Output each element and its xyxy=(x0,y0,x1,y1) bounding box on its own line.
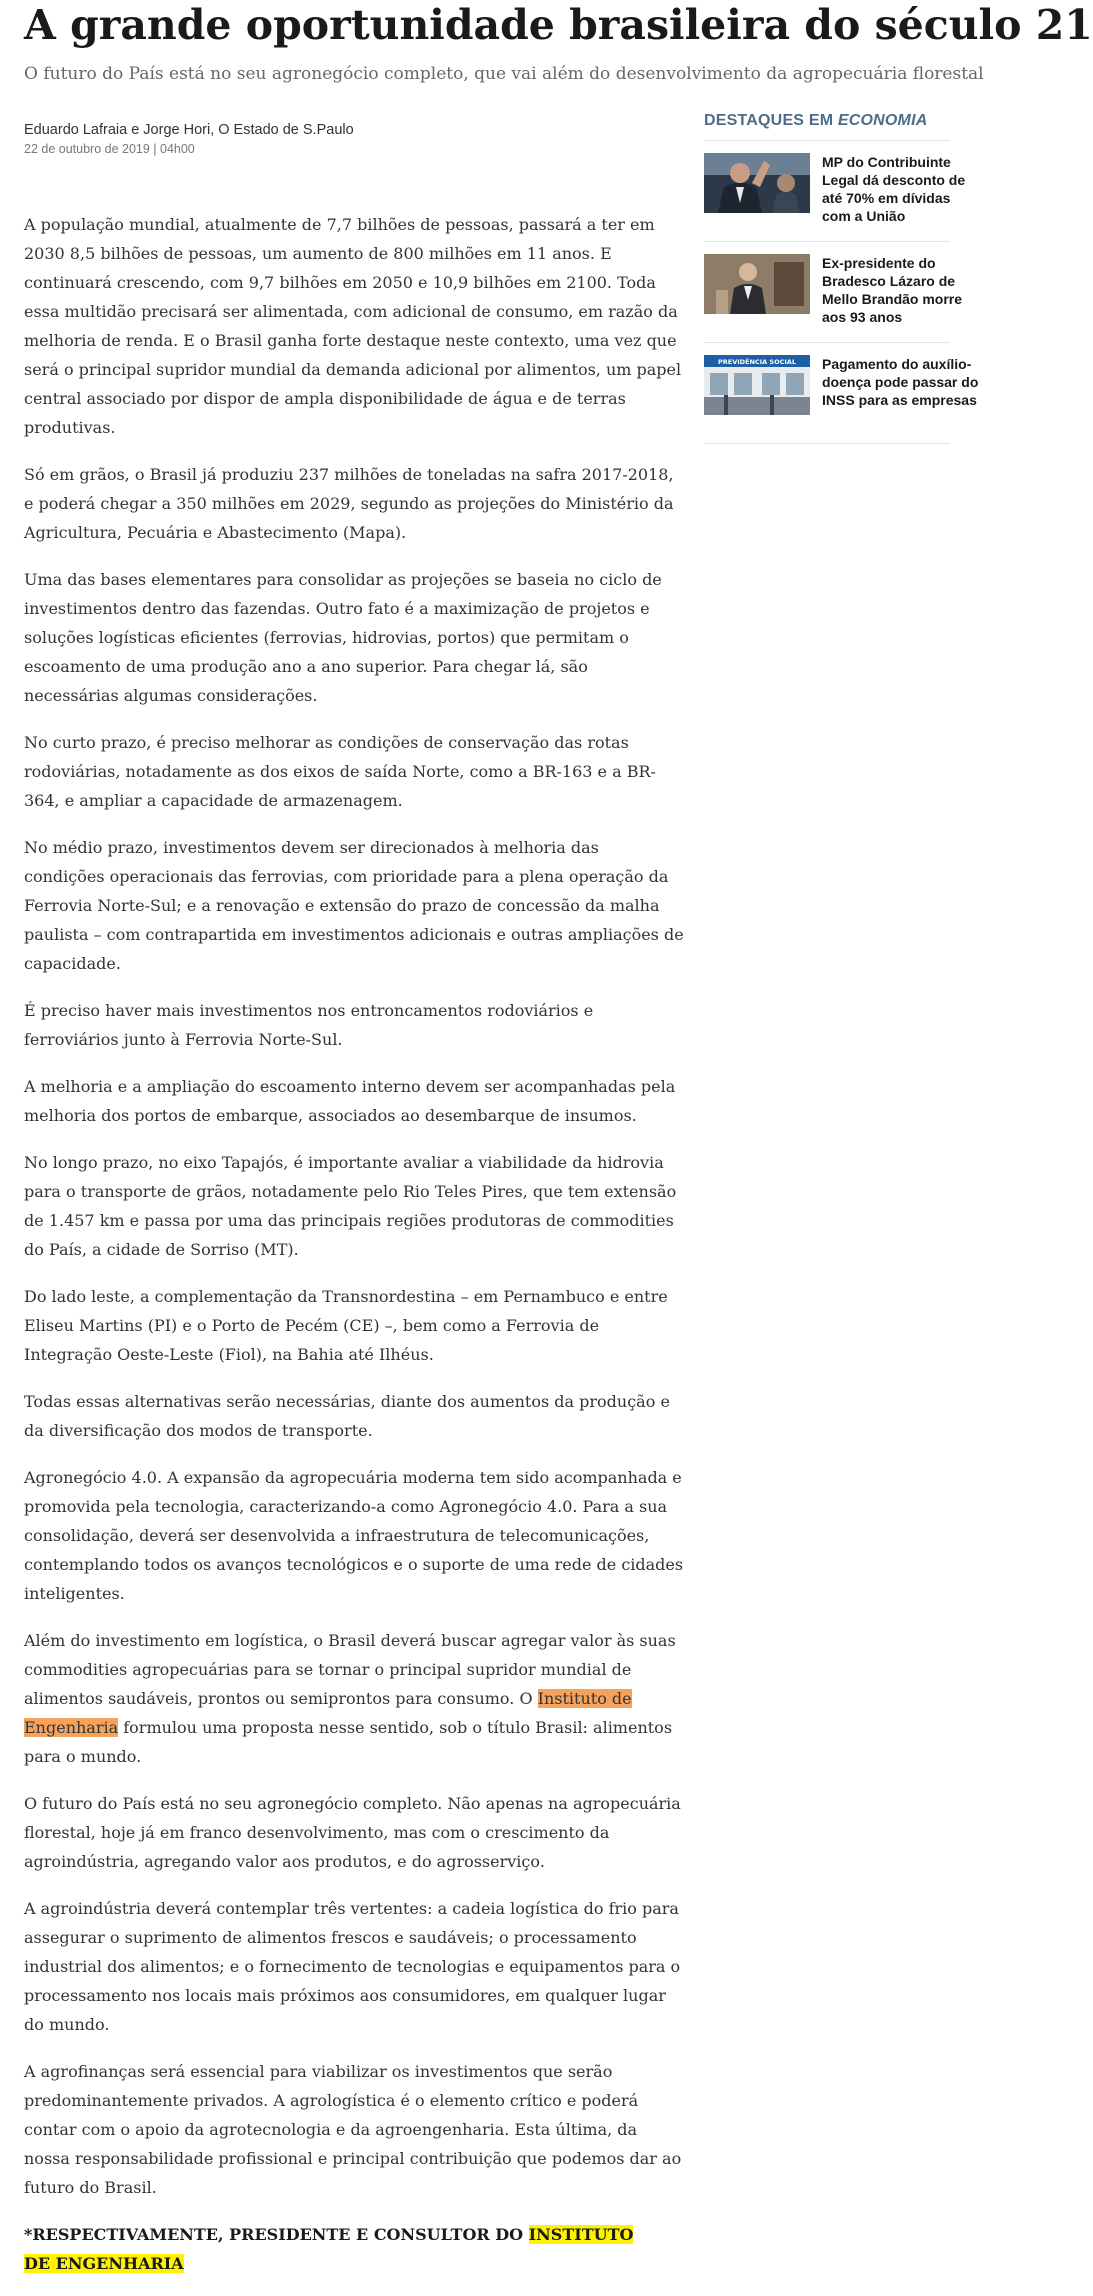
inss-sign-text: PREVIDÊNCIA SOCIAL xyxy=(718,358,796,366)
author-footnote xyxy=(24,2220,684,2278)
article-paragraph: No médio prazo, investimentos devem ser direcionados à melhoria das condições operacionais das ferrovias, com prioridade para a plena operação da Ferrovia Norte-Sul; e a renovação e extensão do prazo de concessão da malha paulista – com contrapartida em investimentos adicionais e outras ampliações de capacidade. xyxy=(24,838,684,973)
article-paragraph: No longo prazo, no eixo Tapajós, é importante avaliar a viabilidade da hidrovia para o transporte de grãos, notadamente pelo Rio Teles Pires, que tem extensão de 1.457 km e passa por uma das principais regiões produtoras de commodities do País, a cidade de Sorriso (MT). xyxy=(24,1153,677,1259)
sidebar-header-prefix: DESTAQUES EM xyxy=(704,112,838,129)
paragraph-text: formulou uma proposta nesse sentido, sob o título Brasil: alimentos para o mundo. xyxy=(24,1718,673,1766)
footnote-highlight: INSTITUTO xyxy=(528,2225,634,2244)
sidebar-item-mp-contribuinte[interactable] xyxy=(704,141,966,242)
article-paragraph: Todas essas alternativas serão necessárias, diante dos aumentos da produção e da diversificação dos modos de transporte. xyxy=(24,1392,670,1440)
article-paragraph: Agronegócio 4.0. A expansão da agropecuária moderna tem sido acompanhada e promovida pela tecnologia, caracterizando-a como Agronegócio 4.0. Para a sua consolidação, deverá ser desenvolvida a infraestrutura de telecomunicações, contemplando todos os avanços tecnológicos e o suporte de uma rede de cidades inteligentes. xyxy=(24,1468,684,1603)
sidebar-header-section[interactable]: ECONOMIA xyxy=(837,112,928,129)
sidebar-header xyxy=(704,112,950,141)
article-paragraph: Uma das bases elementares para consolidar as projeções se baseia no ciclo de investimentos dentro das fazendas. Outro fato é a maximização de projetos e soluções logísticas eficientes (ferrovias, hidrovias, portos) que permitam o escoamento de uma produção ano a ano superior. Para chegar lá, são necessárias algumas considerações. xyxy=(24,570,662,705)
sidebar-item-bradesco[interactable] xyxy=(704,242,963,343)
footnote-text: *RESPECTIVAMENTE, PRESIDENTE E CONSULTOR DO xyxy=(24,2225,529,2244)
photo-inss-office-icon[interactable] xyxy=(704,355,810,415)
article-paragraph xyxy=(24,1626,684,1771)
article-paragraph: É preciso haver mais investimentos nos entroncamentos rodoviários e ferroviários junto à Ferrovia Norte-Sul. xyxy=(24,1001,594,1049)
article-paragraph: Só em grãos, o Brasil já produziu 237 milhões de toneladas na safra 2017-2018, e poderá chegar a 350 milhões em 2029, segundo as projeções do Ministério da Agricultura, Pecuária e Abastecimento (Mapa). xyxy=(24,465,674,542)
article-paragraph: A agroindústria deverá contemplar três vertentes: a cadeia logística do frio para assegurar o suprimento de alimentos frescos e saudáveis; o processamento industrial dos alimentos; e o fornecimento de tecnologias e equipamentos para o processamento nos locais mais próximos aos consumidores, em qualquer lugar do mundo. xyxy=(24,1899,681,2034)
article-paragraph: A população mundial, atualmente de 7,7 bilhões de pessoas, passará a ter em 2030 8,5 bilhões de pessoas, um aumento de 800 milhões em 11 anos. E continuará crescendo, com 9,7 bilhões em 2050 e 10,9 bilhões em 2100. Toda essa multidão precisará ser alimentada, com adicional de consumo, em razão da melhoria de renda. E o Brasil ganha forte destaque neste contexto, uma vez que será o principal supridor mundial da demanda adicional por alimentos, um papel central associado por dispor de ampla disponibilidade de água e de terras produtivas. xyxy=(24,215,682,437)
sidebar-item-inss[interactable] xyxy=(704,343,979,444)
article-date: 22 de outubro de 2019 | 04h00 xyxy=(24,142,195,156)
article-paragraph: Do lado leste, a complementação da Transnordestina – em Pernambuco e entre Eliseu Martins (PI) e o Porto de Pecém (CE) –, bem como a Ferrovia de Integração Oeste-Leste (Fiol), na Bahia até Ilhéus. xyxy=(24,1287,668,1364)
sidebar-highlights xyxy=(704,112,979,444)
article-paragraph: O futuro do País está no seu agronegócio completo. Não apenas na agropecuária florestal, hoje já em franco desenvolvimento, mas com o crescimento da agroindústria, agregando valor aos produtos, e do agrosserviço. xyxy=(24,1794,681,1871)
sidebar-item-title[interactable]: Ex-presidente do Bradesco Lázaro de Mello Brandão morre aos 93 anos xyxy=(822,255,963,325)
footnote-highlight: DE ENGENHARIA xyxy=(24,2254,184,2273)
article-paragraph: A melhoria e a ampliação do escoamento interno devem ser acompanhadas pela melhoria dos portos de embarque, associados ao desembarque de insumos. xyxy=(24,1077,676,1125)
article-subtitle: O futuro do País está no seu agronegócio completo, que vai além do desenvolvimento da agropecuária florestal xyxy=(24,64,984,84)
photo-president-icon[interactable] xyxy=(704,153,810,213)
article-byline[interactable]: Eduardo Lafraia e Jorge Hori, O Estado de S.Paulo xyxy=(24,122,354,138)
article-paragraph: No curto prazo, é preciso melhorar as condições de conservação das rotas rodoviárias, notadamente as dos eixos de saída Norte, como a BR-163 e a BR-364, e ampliar a capacidade de armazenagem. xyxy=(24,733,656,810)
highlighted-link-instituto[interactable]: Instituto de Engenharia xyxy=(24,1689,632,1737)
photo-executive-icon[interactable] xyxy=(704,254,810,314)
sidebar-item-title[interactable]: MP do Contribuinte Legal dá desconto de até 70% em dívidas com a União xyxy=(822,154,966,224)
article-paragraph: A agrofinanças será essencial para viabilizar os investimentos que serão predominantemente privados. A agrologística é o elemento crítico e poderá contar com o apoio da agrotecnologia e da agroengenharia. Esta última, da nossa responsabilidade profissional e principal contribuição que podemos dar ao futuro do Brasil. xyxy=(24,2062,682,2197)
article-body xyxy=(24,210,684,2296)
article-title: A grande oportunidade brasileira do século 21 xyxy=(24,1,1093,49)
sidebar-item-title[interactable]: Pagamento do auxílio- doença pode passar do INSS para as empresas xyxy=(822,356,979,408)
paragraph-text: Além do investimento em logística, o Brasil deverá buscar agregar valor às suas commodities agropecuárias para se tornar o principal supridor mundial de alimentos saudáveis, prontos ou semiprontos para consumo. O xyxy=(24,1631,676,1708)
